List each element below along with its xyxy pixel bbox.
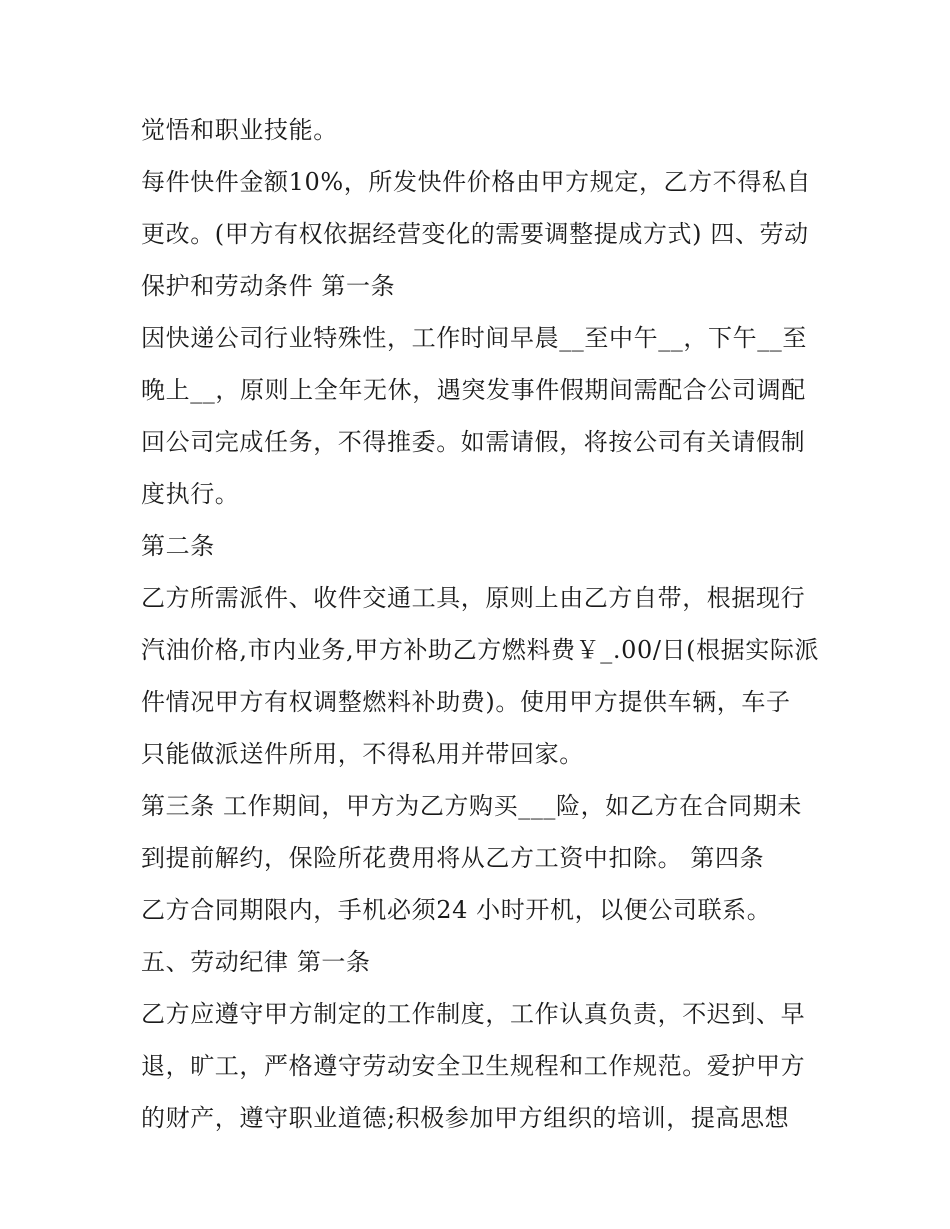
text-line: 第二条: [141, 532, 215, 560]
text-line: 晚上__，原则上全年无休，遇突发事件假期间需配合公司调配: [141, 376, 806, 404]
text-line: 因快递公司行业特殊性，工作时间早晨__至中午__，下午__至: [141, 324, 807, 352]
text-line: 五、劳动纪律 第一条: [141, 948, 371, 976]
text-line: 更改。(甲方有权依据经营变化的需要调整提成方式) 四、劳动: [141, 220, 809, 248]
text-line: 汽油价格,市内业务,甲方补助乙方燃料费￥_.00/日(根据实际派: [141, 636, 820, 664]
text-line: 只能做派送件所用，不得私用并带回家。: [141, 740, 584, 768]
text-line: 到提前解约，保险所花费用将从乙方工资中扣除。 第四条: [141, 844, 765, 872]
contract-text: [141, 104, 821, 1144]
text-line: 每件快件金额10%，所发快件价格由甲方规定，乙方不得私自: [141, 168, 812, 196]
text-line: 乙方合同期限内，手机必须24 小时开机，以便公司联系。: [141, 896, 772, 924]
text-line: 觉悟和职业技能。: [141, 116, 338, 144]
text-line: 件情况甲方有权调整燃料补助费)。使用甲方提供车辆，车子: [141, 688, 791, 716]
text-line: 保护和劳动条件 第一条: [141, 272, 396, 300]
text-line: 回公司完成任务，不得推委。如需请假，将按公司有关请假制: [141, 428, 806, 456]
text-line: 乙方应遵守甲方制定的工作制度，工作认真负责，不迟到、早: [141, 1000, 806, 1028]
text-line: 度执行。: [141, 480, 240, 508]
text-line: 第三条 工作期间，甲方为乙方购买___险，如乙方在合同期未: [141, 792, 803, 820]
text-line: 乙方所需派件、收件交通工具，原则上由乙方自带，根据现行: [141, 584, 806, 612]
text-line: 的财产，遵守职业道德;积极参加甲方组织的培训，提高思想: [141, 1104, 790, 1132]
text-line: 退，旷工，严格遵守劳动安全卫生规程和工作规范。爱护甲方: [141, 1052, 806, 1080]
